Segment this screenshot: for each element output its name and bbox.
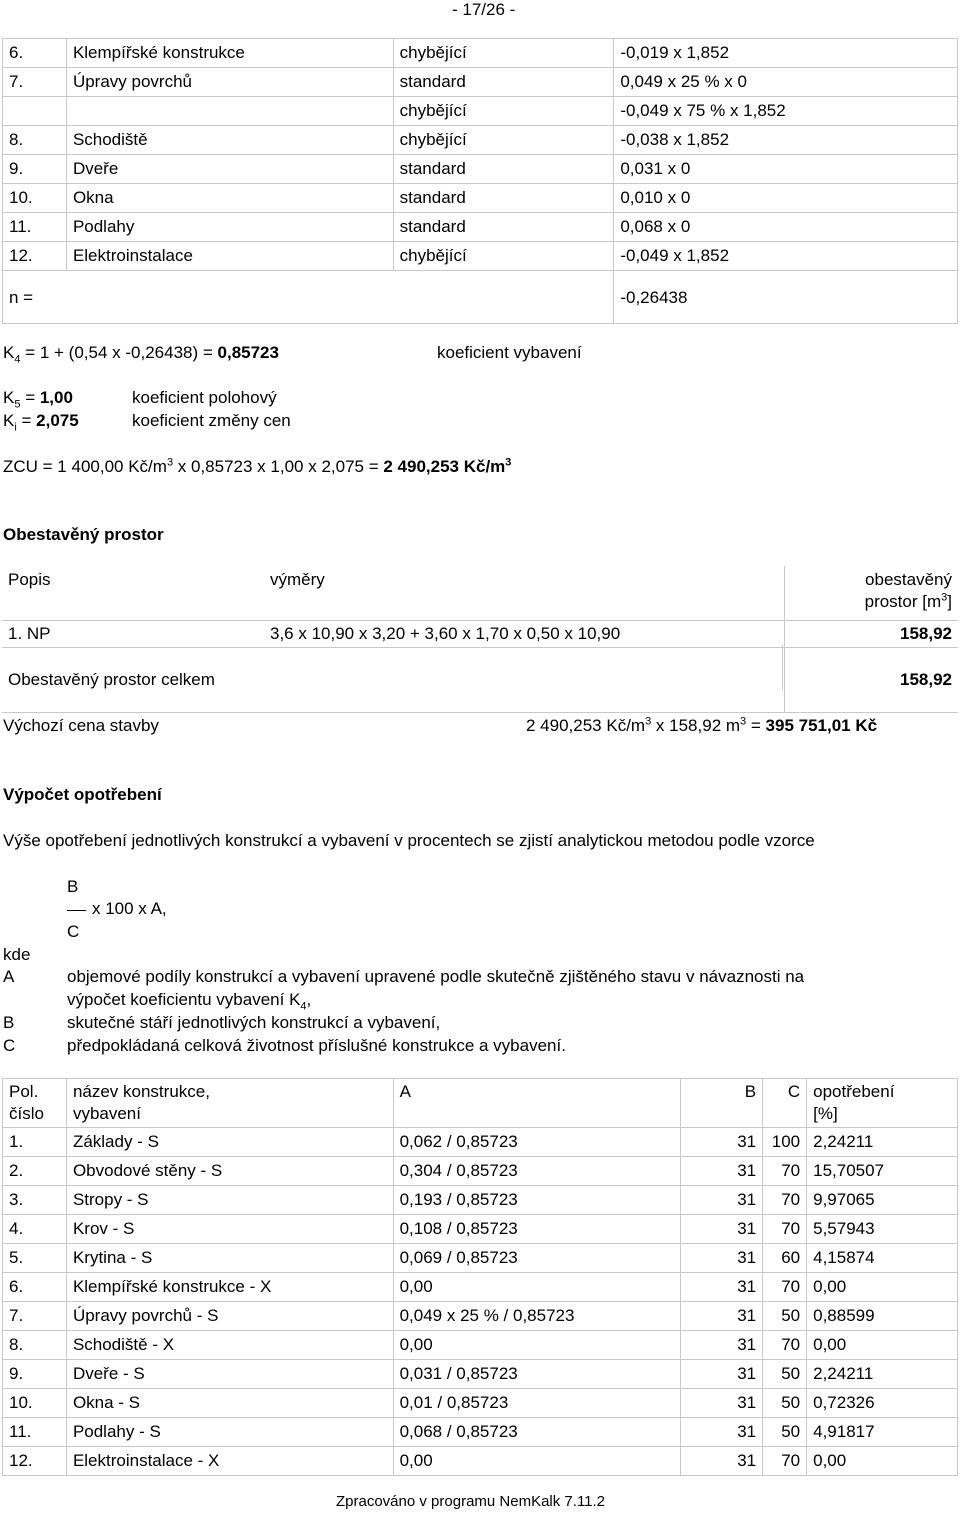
cell-state: chybějící xyxy=(393,39,614,68)
cell-num: 8. xyxy=(3,126,67,155)
cell-a: 0,062 / 0,85723 xyxy=(393,1128,681,1157)
cell-b: 31 xyxy=(681,1215,763,1244)
cell-a: 0,01 / 0,85723 xyxy=(393,1389,681,1418)
cell-state: chybějící xyxy=(393,126,614,155)
n-label: n = xyxy=(3,271,614,324)
cell-b: 31 xyxy=(681,1447,763,1476)
cell-c: 70 xyxy=(763,1186,807,1215)
cell-num: 1. xyxy=(3,1128,67,1157)
def-letter-a: A xyxy=(3,967,15,986)
cell-c: 70 xyxy=(763,1273,807,1302)
table-row xyxy=(3,1331,958,1360)
cell-num: 3. xyxy=(3,1186,67,1215)
k4-description: koeficient vybavení xyxy=(437,343,582,362)
col-obestaveny: obestavěný prostor $[m^3]$ xyxy=(784,566,958,621)
cell-c: 60 xyxy=(763,1244,807,1273)
cell-op: 4,15874 xyxy=(807,1244,958,1273)
table-row xyxy=(3,1447,958,1476)
cell-calc: 0,068 x 0 xyxy=(614,213,958,242)
ki-description: koeficient změny cen xyxy=(132,411,291,430)
table-row xyxy=(3,1302,958,1331)
table-row xyxy=(3,1389,958,1418)
cell-c: 50 xyxy=(763,1302,807,1331)
cell-num: 12. xyxy=(3,242,67,271)
cell-b: 31 xyxy=(681,1418,763,1447)
cell-num: 7. xyxy=(3,1302,67,1331)
fraction-line xyxy=(67,910,86,911)
cell-name: Krytina - S xyxy=(66,1244,393,1273)
def-letter-c: C xyxy=(3,1036,16,1055)
cell-num xyxy=(3,97,67,126)
table-row xyxy=(3,1157,958,1186)
cell-num: 6. xyxy=(3,39,67,68)
cell-num: 8. xyxy=(3,1331,67,1360)
cell-name: Schodiště xyxy=(66,126,393,155)
cell-name: Krov - S xyxy=(66,1215,393,1244)
total-value: 158,92 xyxy=(784,648,958,713)
cell-name: Stropy - S xyxy=(66,1186,393,1215)
cell-a: 0,068 / 0,85723 xyxy=(393,1418,681,1447)
row-name: 1. NP xyxy=(2,621,264,648)
cell-num: 10. xyxy=(3,184,67,213)
cell-name: Klempířské konstrukce - X xyxy=(66,1273,393,1302)
def-text-c: předpokládaná celková životnost příslušné konstrukce a vybavení. xyxy=(67,1036,566,1055)
ki-line: $K_i = 2,075$ xyxy=(3,411,79,434)
cell-calc: 0,010 x 0 xyxy=(614,184,958,213)
col-vymery: výměry xyxy=(264,566,784,621)
formula-factor: x 100 x A, xyxy=(92,899,167,918)
cell-a: 0,069 / 0,85723 xyxy=(393,1244,681,1273)
cell-c: 70 xyxy=(763,1157,807,1186)
wear-table xyxy=(2,1078,958,1476)
cell-a: 0,304 / 0,85723 xyxy=(393,1157,681,1186)
cell-num: 9. xyxy=(3,155,67,184)
cell-name: Schodiště - X xyxy=(66,1331,393,1360)
volume-table xyxy=(2,566,958,713)
def-text-a-2: výpočet koeficientu vybavení $K_4$, xyxy=(67,990,312,1013)
table-row xyxy=(3,1360,958,1389)
def-text-a: objemové podíly konstrukcí a vybavení upravené podle skutečně zjištěného stavu v návaznosti na xyxy=(67,967,805,986)
row-formula: 3,6 x 10,90 x 3,20 + 3,60 x 1,70 x 0,50 x 10,90 xyxy=(264,621,784,648)
table-row xyxy=(3,1418,958,1447)
table-row xyxy=(3,1273,958,1302)
cell-a: 0,00 xyxy=(393,1447,681,1476)
n-value: -0,26438 xyxy=(614,271,958,324)
table-row xyxy=(3,39,958,68)
cell-name: Dveře - S xyxy=(66,1360,393,1389)
cell-op: 0,00 xyxy=(807,1331,958,1360)
cell-a: 0,00 xyxy=(393,1331,681,1360)
cell-op: 5,57943 xyxy=(807,1215,958,1244)
table-row xyxy=(3,1215,958,1244)
cell-state: chybějící xyxy=(393,97,614,126)
formula-denominator: C xyxy=(67,922,80,941)
cell-a: 0,108 / 0,85723 xyxy=(393,1215,681,1244)
cell-name: Úpravy povrchů - S xyxy=(66,1302,393,1331)
def-letter-b: B xyxy=(3,1013,15,1032)
cell-a: 0,031 / 0,85723 xyxy=(393,1360,681,1389)
cell-num: 11. xyxy=(3,1418,67,1447)
cell-num: 6. xyxy=(3,1273,67,1302)
table-row xyxy=(3,184,958,213)
cell-a: 0,049 x 25 % / 0,85723 xyxy=(393,1302,681,1331)
k5-description: koeficient polohový xyxy=(132,388,277,407)
cell-op: 0,72326 xyxy=(807,1389,958,1418)
cell-b: 31 xyxy=(681,1244,763,1273)
row-value: 158,92 xyxy=(784,621,958,648)
cell-op: 15,70507 xyxy=(807,1157,958,1186)
cell-name: Elektroinstalace - X xyxy=(66,1447,393,1476)
cell-num: 10. xyxy=(3,1389,67,1418)
cell-calc: 0,031 x 0 xyxy=(614,155,958,184)
cell-name: Elektroinstalace xyxy=(66,242,393,271)
cell-op: 2,24211 xyxy=(807,1360,958,1389)
cell-op: 9,97065 xyxy=(807,1186,958,1215)
page-number: - 17/26 - xyxy=(452,0,516,19)
obestaveny-heading: Obestavěný prostor xyxy=(3,525,164,544)
cell-name: Klempířské konstrukce xyxy=(66,39,393,68)
cell-num: 4. xyxy=(3,1215,67,1244)
cell-b: 31 xyxy=(681,1157,763,1186)
hdr-opotrebeni: opotřebení [%] xyxy=(807,1079,958,1128)
cell-num: 7. xyxy=(3,68,67,97)
cell-c: 70 xyxy=(763,1447,807,1476)
cell-c: 100 xyxy=(763,1128,807,1157)
cell-name: Dveře xyxy=(66,155,393,184)
cell-c: 70 xyxy=(763,1215,807,1244)
cell-calc: -0,049 x 1,852 xyxy=(614,242,958,271)
cell-name: Podlahy xyxy=(66,213,393,242)
coefficient-table xyxy=(2,38,958,324)
cell-b: 31 xyxy=(681,1302,763,1331)
table-row xyxy=(3,1244,958,1273)
cell-a: 0,193 / 0,85723 xyxy=(393,1186,681,1215)
cell-c: 50 xyxy=(763,1360,807,1389)
table-row xyxy=(3,1186,958,1215)
cell-name: Podlahy - S xyxy=(66,1418,393,1447)
cell-name xyxy=(66,97,393,126)
cell-c: 50 xyxy=(763,1418,807,1447)
cell-state: standard xyxy=(393,184,614,213)
cell-b: 31 xyxy=(681,1128,763,1157)
cell-op: 0,00 xyxy=(807,1447,958,1476)
hdr-c: C xyxy=(763,1079,807,1128)
total-label: Obestavěný prostor celkem xyxy=(2,648,784,713)
cell-calc: -0,038 x 1,852 xyxy=(614,126,958,155)
def-text-b: skutečné stáří jednotlivých konstrukcí a vybavení, xyxy=(67,1013,441,1032)
formula-numerator: B xyxy=(67,877,79,896)
hdr-pol: Pol. číslo xyxy=(3,1079,67,1128)
cell-b: 31 xyxy=(681,1273,763,1302)
col-popis: Popis xyxy=(2,566,264,621)
k5-line: $K_5 = 1,00$ xyxy=(3,388,73,411)
kde-label: kde xyxy=(3,945,31,964)
cell-b: 31 xyxy=(681,1389,763,1418)
hdr-b: B xyxy=(681,1079,763,1128)
cell-name: Okna xyxy=(66,184,393,213)
vychozi-label: Výchozí cena stavby xyxy=(3,716,159,735)
cell-b: 31 xyxy=(681,1360,763,1389)
cell-calc: -0,019 x 1,852 xyxy=(614,39,958,68)
cell-num: 5. xyxy=(3,1244,67,1273)
cell-state: standard xyxy=(393,68,614,97)
cell-calc: 0,049 x 25 % x 0 xyxy=(614,68,958,97)
cell-state: standard xyxy=(393,155,614,184)
k4-line: $K_4 = 1 + (0,54$ x -0,26438) = 0,85723 xyxy=(3,343,279,366)
cell-name: Okna - S xyxy=(66,1389,393,1418)
cell-a: 0,00 xyxy=(393,1273,681,1302)
opotrebeni-heading: Výpočet opotřebení xyxy=(3,785,162,804)
cell-c: 50 xyxy=(763,1389,807,1418)
table-row xyxy=(3,1128,958,1157)
cell-b: 31 xyxy=(681,1186,763,1215)
cell-b: 31 xyxy=(681,1331,763,1360)
table-row xyxy=(3,242,958,271)
opotrebeni-intro: Výše opotřebení jednotlivých konstrukcí a vybavení v procentech se zjistí analytickou metodou podle vzorce xyxy=(3,831,815,850)
table-row xyxy=(3,68,958,97)
footer-text: Zpracováno v programu NemKalk 7.11.2 xyxy=(336,1493,606,1510)
hdr-name: název konstrukce, vybavení xyxy=(66,1079,393,1128)
cell-c: 70 xyxy=(763,1331,807,1360)
zcu-line: ZCU = 1 400,00 $Kč/m^3$ x 0,85723 x 1,00 x 2,075 = 2 490,253 $Kč/m^3$ xyxy=(3,456,512,476)
cell-calc: -0,049 x 75 % x 1,852 xyxy=(614,97,958,126)
cell-op: 0,88599 xyxy=(807,1302,958,1331)
table-row xyxy=(3,213,958,242)
table-row xyxy=(3,126,958,155)
vychozi-calc: 2 490,253 $Kč/m^3$ x 158,92 $m^3 = 395$ 751,01 Kč xyxy=(526,715,878,735)
table-row xyxy=(3,155,958,184)
cell-num: 9. xyxy=(3,1360,67,1389)
hdr-a: A xyxy=(393,1079,681,1128)
cell-state: chybějící xyxy=(393,242,614,271)
cell-num: 12. xyxy=(3,1447,67,1476)
table-row xyxy=(3,97,958,126)
cell-num: 11. xyxy=(3,213,67,242)
cell-num: 2. xyxy=(3,1157,67,1186)
divider xyxy=(782,645,783,690)
cell-state: standard xyxy=(393,213,614,242)
cell-op: 0,00 xyxy=(807,1273,958,1302)
cell-name: Základy - S xyxy=(66,1128,393,1157)
cell-op: 2,24211 xyxy=(807,1128,958,1157)
cell-name: Úpravy povrchů xyxy=(66,68,393,97)
cell-name: Obvodové stěny - S xyxy=(66,1157,393,1186)
cell-op: 4,91817 xyxy=(807,1418,958,1447)
